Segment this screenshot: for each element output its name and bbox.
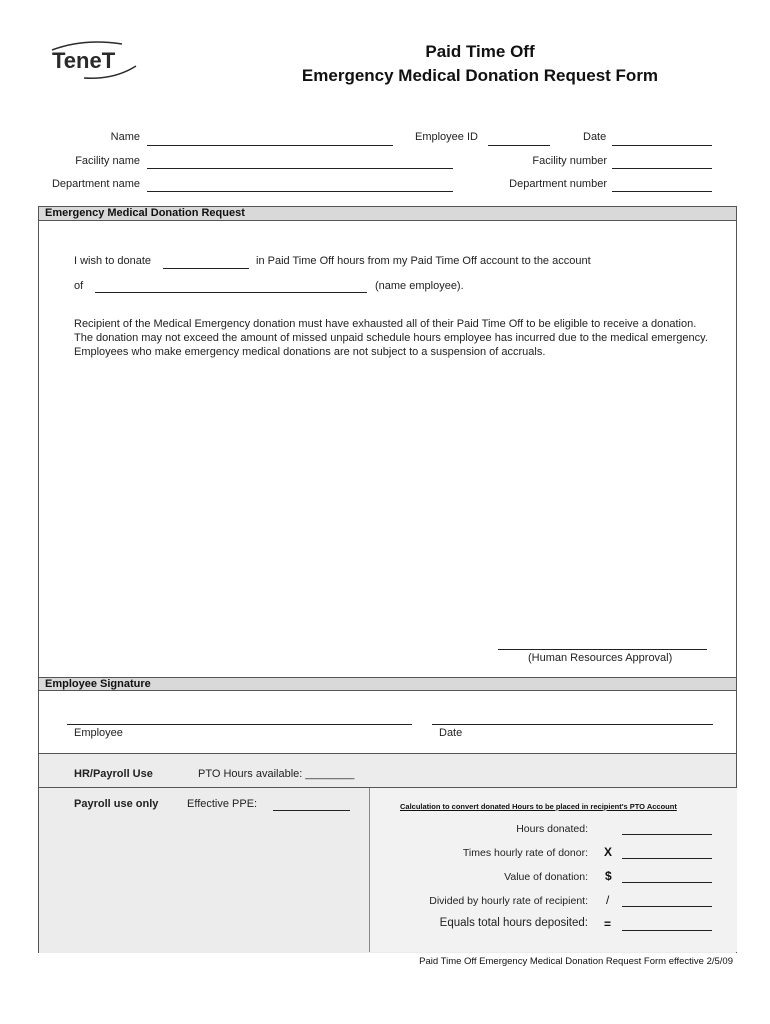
employee-id-field[interactable] [488, 145, 550, 146]
facility-name-field[interactable] [147, 168, 453, 169]
form-footer: Paid Time Off Emergency Medical Donation Request Form effective 2/5/09 [419, 956, 733, 967]
dollar-symbol: $ [605, 869, 612, 883]
date-label: Date [583, 131, 607, 143]
effective-ppe-label: Effective PPE: [187, 798, 258, 810]
calc-row-field[interactable] [622, 906, 712, 907]
department-name-field[interactable] [147, 191, 453, 192]
equals-symbol: = [604, 917, 612, 931]
hr-approval-label: (Human Resources Approval) [528, 652, 673, 664]
donate-suffix: in Paid Time Off hours from my Paid Time Off account to the account [256, 255, 591, 267]
calc-row-label: Equals total hours deposited: [439, 917, 588, 929]
facility-name-label: Facility name [75, 155, 140, 167]
facility-number-label: Facility number [532, 155, 607, 167]
calc-row-label: Divided by hourly rate of recipient: [429, 895, 588, 907]
multiply-symbol: X [604, 845, 613, 859]
employee-signature-line[interactable] [67, 724, 412, 725]
pto-hours-available[interactable]: PTO Hours available: ________ [198, 768, 355, 780]
calc-row-field[interactable] [622, 882, 712, 883]
department-number-field[interactable] [612, 191, 712, 192]
divide-symbol: / [606, 893, 610, 907]
eligibility-paragraph-3: Employees who make emergency medical donations are not subject to a suspension of accruals. [74, 346, 546, 358]
employee-signature-label: Employee [74, 727, 123, 739]
calculation-title: Calculation to convert donated Hours to be placed in recipient's PTO Account [400, 802, 677, 811]
payroll-use-only-label: Payroll use only [74, 798, 159, 810]
hr-payroll-use-label: HR/Payroll Use [74, 768, 153, 780]
employee-id-label: Employee ID [415, 131, 478, 143]
department-name-label: Department name [51, 178, 140, 190]
donate-prefix: I wish to donate [74, 255, 152, 267]
department-number-label: Department number [509, 178, 607, 190]
calc-row-label: Times hourly rate of donor: [462, 847, 588, 859]
hr-approval-signature-line[interactable] [498, 649, 707, 650]
logo-text: TeneT [52, 48, 116, 73]
name-label: Name [110, 131, 140, 143]
calc-row-label: Hours donated: [516, 823, 588, 835]
of-label: of [74, 280, 84, 292]
eligibility-paragraph-2: The donation may not exceed the amount of missed unpaid schedule hours employee has incurred due to the medical emergency. [74, 332, 708, 344]
donate-hours-field[interactable] [163, 268, 249, 269]
tenet-logo [44, 36, 144, 86]
facility-number-field[interactable] [612, 168, 712, 169]
calc-row-label: Value of donation: [504, 871, 588, 883]
date-field[interactable] [612, 145, 712, 146]
eligibility-paragraph-1: Recipient of the Medical Emergency donation must have exhausted all of their Paid Time Off to be eligible to receive a donation. [74, 318, 697, 330]
calc-row-field[interactable] [622, 834, 712, 835]
signature-date-label: Date [439, 727, 463, 739]
form-title-line1: Paid Time Off [425, 42, 535, 61]
recipient-name-field[interactable] [95, 292, 367, 293]
name-employee-label: (name employee). [375, 280, 464, 292]
signature-date-line[interactable] [432, 724, 713, 725]
name-field[interactable] [147, 145, 393, 146]
signature-section-header: Employee Signature [39, 677, 736, 691]
effective-ppe-field[interactable] [273, 810, 350, 811]
donation-section-header: Emergency Medical Donation Request [39, 207, 736, 221]
calc-row-field[interactable] [622, 858, 712, 859]
calc-row-field[interactable] [622, 930, 712, 931]
form-title-line2: Emergency Medical Donation Request Form [301, 66, 659, 85]
